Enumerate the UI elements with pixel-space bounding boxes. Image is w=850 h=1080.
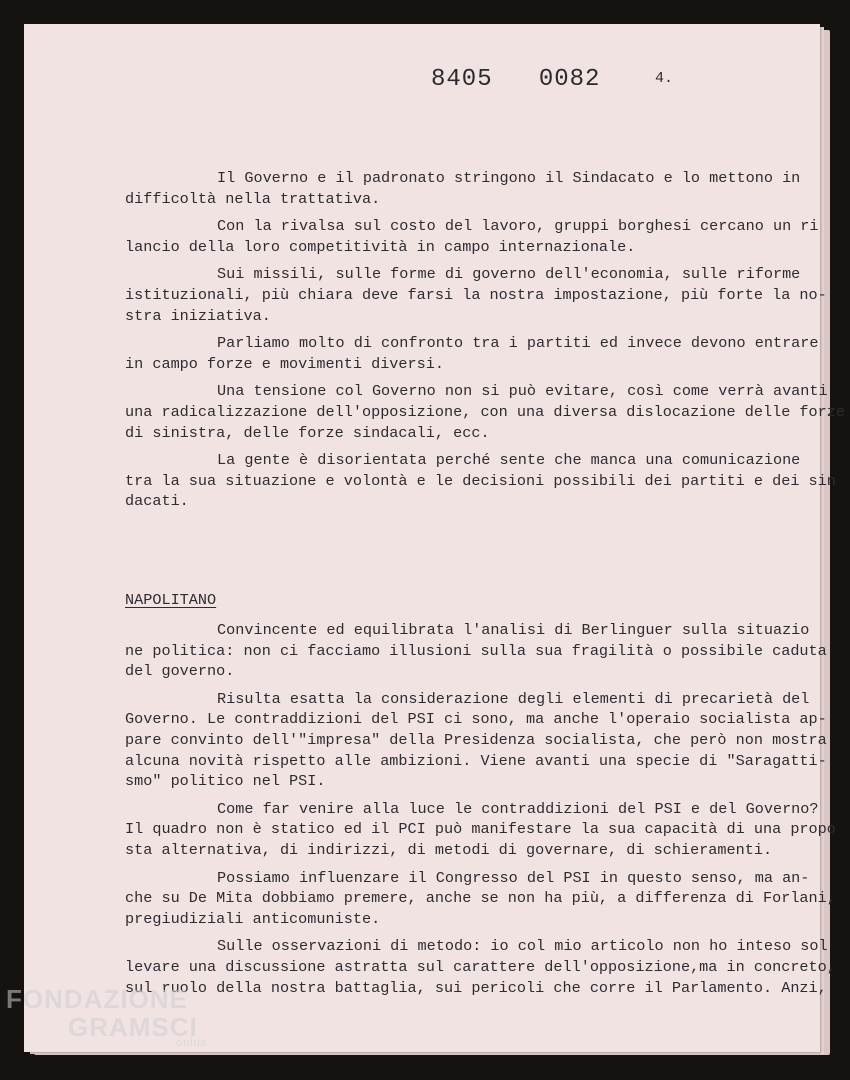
document-number: 8405 0082 [431, 66, 601, 93]
text-line: Possiamo influenzare il Congresso del PSI in questo senso, ma an- [217, 868, 810, 887]
text-line: tra la sua situazione e volontà e le decisioni possibili dei partiti e dei sin [125, 471, 836, 490]
text-line: alcuna novità rispetto alle ambizioni. Viene avanti una specie di "Saragatti- [125, 751, 827, 770]
page-number: 4. [655, 70, 674, 87]
text-line: una radicalizzazione dell'opposizione, con una diversa dislocazione delle forze [125, 402, 846, 421]
watermark-logo [6, 985, 207, 1049]
text-line: Come far venire alla luce le contraddizioni del PSI e del Governo? [217, 799, 819, 818]
watermark-text: GRAMSCI [68, 1012, 198, 1042]
watermark-text: FONDAZIONE [6, 984, 188, 1014]
paragraph [125, 168, 801, 209]
text-line: del governo. [125, 662, 235, 681]
text-line: pregiudiziali anticomuniste. [125, 909, 381, 928]
text-line: ne politica: non ci facciamo illusioni sulla sua fragilità o possibile caduta [125, 641, 827, 660]
text-line: Il quadro non è statico ed il PCI può manifestare la sua capacità di una propo [125, 820, 836, 839]
paragraph [125, 216, 819, 257]
paragraph [125, 868, 836, 930]
text-line: Governo. Le contraddizioni del PSI ci sono, ma anche l'operaio socialista ap- [125, 710, 827, 729]
section-2-body [125, 620, 836, 998]
text-line: lancio della loro competitività in campo internazionale. [125, 237, 636, 256]
paragraph [125, 620, 827, 682]
text-line: istituzionali, più chiara deve farsi la nostra impostazione, più forte la no- [125, 285, 827, 304]
paragraph [125, 450, 836, 512]
paragraph [125, 333, 819, 374]
text-line: difficoltà nella trattativa. [125, 189, 381, 208]
text-line: sul ruolo della nostra battaglia, sui pericoli che corre il Parlamento. Anzi, [125, 978, 827, 997]
text-line: Il Governo e il padronato stringono il Sindacato e lo mettono in [217, 169, 801, 187]
text-line: levare una discussione astratta sul carattere dell'opposizione,ma in concreto, [125, 957, 836, 976]
text-line: Sulle osservazioni di metodo: io col mio articolo non ho inteso sol [217, 937, 828, 956]
text-line: Risulta esatta la considerazione degli elementi di precarietà del [217, 689, 810, 708]
watermark-text: onlus [176, 1037, 208, 1049]
text-line: La gente è disorientata perché sente che manca una comunicazione [217, 451, 801, 470]
text-line: smo" politico nel PSI. [125, 772, 326, 791]
text-line: sta alternativa, di indirizzi, di metodi di governare, di schieramenti. [125, 840, 773, 859]
text-line: Con la rivalsa sul costo del lavoro, gruppi borghesi cercano un ri [217, 217, 819, 236]
text-line: Parliamo molto di confronto tra i partiti ed invece devono entrare [217, 334, 819, 353]
text-line: Convincente ed equilibrata l'analisi di Berlinguer sulla situazio [217, 621, 810, 639]
text-line: dacati. [125, 492, 189, 511]
paragraph [125, 264, 827, 326]
text-line: Sui missili, sulle forme di governo dell'economia, sulle riforme [217, 265, 801, 284]
text-line: in campo forze e movimenti diversi. [125, 354, 444, 373]
text-line: Una tensione col Governo non si può evitare, così come verrà avanti [217, 382, 828, 401]
text-line: che su De Mita dobbiamo premere, anche se non ha più, a differenza di Forlani, [125, 889, 836, 908]
text-line: di sinistra, delle forze sindacali, ecc. [125, 423, 490, 442]
paragraph [125, 381, 846, 443]
text-line: stra iniziativa. [125, 306, 271, 325]
paragraph [125, 936, 836, 998]
text-line: pare convinto dell'"impresa" della Presidenza socialista, che però non mostra [125, 730, 827, 749]
paragraph [125, 689, 827, 792]
section-1-body [125, 168, 846, 512]
paragraph [125, 799, 836, 861]
section-heading: NAPOLITANO [125, 591, 217, 609]
